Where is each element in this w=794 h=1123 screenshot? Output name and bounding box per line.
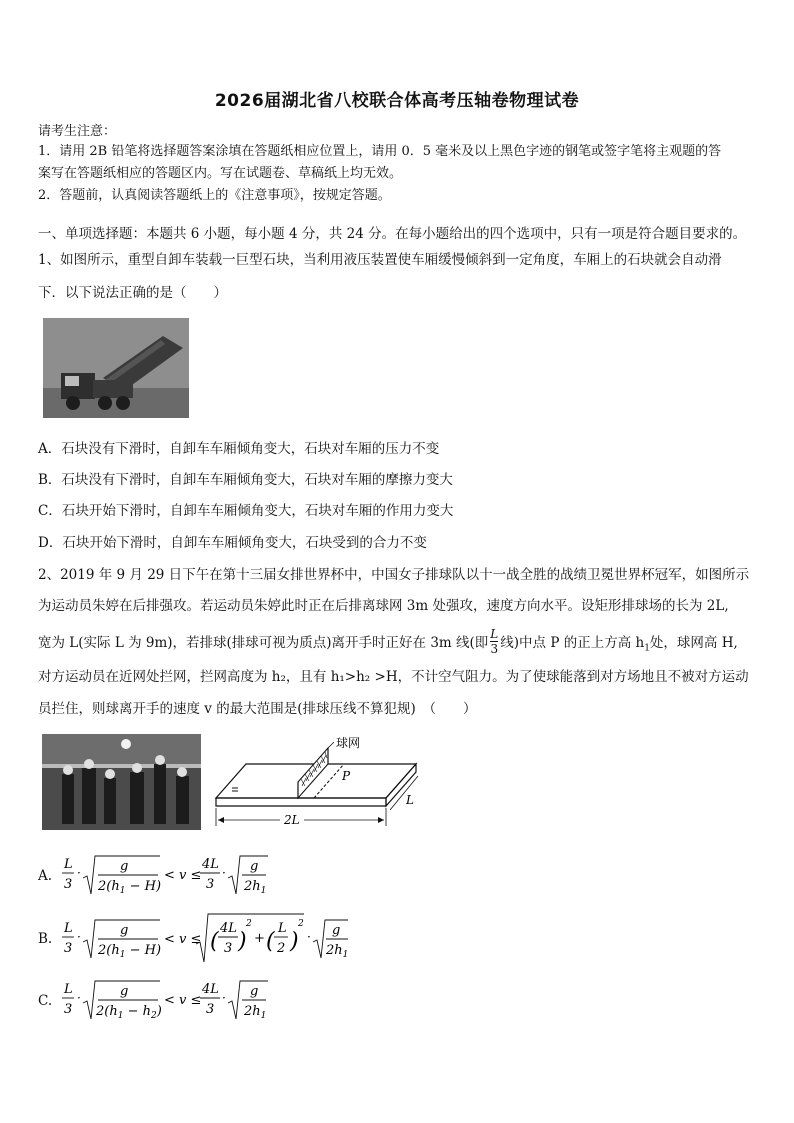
q1-stem-line1: 1、如图所示，重型自卸车装载一巨型石块，当利用液压装置使车厢缓慢倾斜到一定角度，车厢上的石块就会自动滑	[38, 252, 722, 268]
net	[298, 748, 328, 798]
point-p-label: P	[342, 769, 351, 783]
svg-text:+: +	[254, 931, 265, 946]
net-label: 球网	[336, 736, 361, 750]
svg-text:g: g	[332, 923, 341, 938]
volleyball-court-diagram	[206, 734, 432, 834]
svg-text:3: 3	[206, 877, 215, 892]
svg-text:L: L	[64, 921, 73, 936]
svg-text:4L: 4L	[202, 982, 219, 997]
svg-text:(: (	[210, 929, 219, 954]
q1-option-d-label: D．	[38, 535, 63, 551]
q2-option-c-formula	[60, 977, 280, 1025]
svg-text:): )	[238, 929, 247, 954]
notice-heading: 请考生注意：	[38, 124, 117, 139]
svg-text:2: 2	[277, 941, 286, 956]
svg-text:2(h1 − H): $2(h_1 - H)$	[98, 943, 162, 960]
q2-stem-line3-a: 宽为 L(实际 L 为 9m)，若排球(排球可视为质点)离开手时正好在 3m 线(即	[38, 635, 489, 651]
section-heading: 一、单项选择题：本题共 6 小题，每小题 4 分，共 24 分。在每小题给出的四个选项中，只有一项是符合题目要求的。	[38, 226, 747, 242]
svg-text:g: g	[250, 859, 259, 874]
q2-stem-line4: 对方运动员在近网处拦网，拦网高度为 h₂，且有 h₁>h₂ >H，不计空气阻力。为了使球能落到对方场地且不被对方运动	[38, 669, 749, 685]
q1-option-b-text: 石块没有下滑时，自卸车车厢倾角变大，石块对车厢的摩擦力变大	[61, 472, 453, 488]
svg-text:g: g	[120, 984, 129, 999]
svg-text:2h1: $2h_1$	[326, 943, 349, 960]
q2-stem-line3-b: 线)中点 P 的正上方高 h	[500, 635, 645, 651]
svg-text:g: g	[250, 984, 259, 999]
svg-text:·: ·	[222, 991, 226, 1005]
notice-item-1-cont: 案写在答题纸相应的答题区内。写在试题卷、草稿纸上均无效。	[38, 166, 403, 181]
q1-option-a[interactable]	[38, 437, 439, 457]
fraction-numerator: L	[490, 627, 499, 641]
q2-stem-line3	[38, 629, 738, 658]
q2-stem-line5: 员拦住，则球离开手的速度 v 的最大范围是(排球压线不算犯规) （ ）	[38, 701, 477, 717]
q1-option-d[interactable]	[38, 531, 427, 551]
svg-text:2h1: $2h_1$	[244, 1004, 267, 1021]
q1-option-c[interactable]	[38, 499, 453, 519]
q1-option-c-text: 石块开始下滑时，自卸车车厢倾角变大，石块对车厢的作用力变大	[61, 503, 454, 519]
dim-l-label: L	[406, 793, 414, 807]
q2-option-a-formula	[60, 852, 280, 900]
fraction-l-over-3	[490, 627, 498, 656]
q1-option-c-label: C．	[38, 503, 62, 519]
q2-option-b-label[interactable]: B.	[38, 931, 53, 947]
dump-truck-photo	[43, 318, 189, 418]
dim-2l-arrow-right	[378, 817, 384, 823]
svg-text:·: ·	[77, 866, 81, 880]
svg-text:·: ·	[222, 866, 226, 880]
svg-text:< v ≤: < v ≤	[164, 932, 202, 947]
h1-subscript: 1	[644, 643, 650, 654]
svg-text:4L: 4L	[202, 857, 219, 872]
svg-text:g: g	[120, 859, 129, 874]
svg-text:2: 2	[298, 919, 304, 929]
svg-text:L: L	[278, 921, 287, 936]
q2-stem-line3-c: 处，球网高 H,	[649, 635, 738, 651]
svg-text:(: (	[266, 929, 275, 954]
svg-text:< v ≤: < v ≤	[164, 868, 202, 883]
svg-text:·: ·	[77, 991, 81, 1005]
svg-text:3: 3	[224, 941, 233, 956]
svg-text:3: 3	[64, 1002, 73, 1017]
svg-text:L: L	[64, 982, 73, 997]
svg-text:3: 3	[64, 941, 73, 956]
q2-stem-line2: 为运动员朱婷在后排强攻。若运动员朱婷此时正在后排离球网 3m 处强攻，速度方向水平。设矩形排球场的长为 2L,	[38, 598, 729, 614]
svg-text:2: 2	[246, 919, 252, 929]
court-front-face	[216, 798, 386, 806]
svg-text:3: 3	[64, 877, 73, 892]
page-title: 2026届湖北省八校联合体高考压轴卷物理试卷	[214, 91, 580, 111]
dim-2l-label: 2L	[284, 813, 300, 827]
q2-option-c-label[interactable]: C.	[38, 993, 53, 1009]
svg-text:): )	[290, 929, 299, 954]
fraction-denominator: 3	[490, 642, 499, 656]
svg-text:·: ·	[77, 930, 81, 944]
svg-text:g: g	[120, 923, 129, 938]
svg-text:2h1: $2h_1$	[244, 879, 267, 896]
q2-option-a-label[interactable]: A.	[38, 868, 53, 884]
svg-text:< v ≤: < v ≤	[164, 993, 202, 1008]
notice-item-2: 2．答题前，认真阅读答题纸上的《注意事项》，按规定答题。	[38, 188, 391, 203]
q1-option-b[interactable]	[38, 468, 453, 488]
dim-2l-arrow-left	[218, 817, 224, 823]
q1-option-b-label: B．	[38, 472, 62, 488]
q1-option-a-text: 石块没有下滑时，自卸车车厢倾角变大，石块对车厢的压力不变	[61, 441, 440, 457]
svg-text:2(h1 − H): $2(h_1 - H)$	[98, 879, 162, 896]
volleyball-photo	[42, 734, 201, 830]
svg-text:3: 3	[206, 1002, 215, 1017]
q1-option-a-label: A．	[38, 441, 62, 457]
q1-option-d-text: 石块开始下滑时，自卸车车厢倾角变大，石块受到的合力不变	[62, 535, 427, 551]
dump-truck-illustration	[43, 318, 189, 418]
svg-text:·: ·	[307, 930, 311, 944]
net-label-leader	[328, 742, 334, 748]
q2-option-b-formula	[60, 912, 350, 964]
svg-text:2(h1 − h2): $2(h_1 - h_2)$	[96, 1004, 162, 1021]
q2-stem-line1: 2、2019 年 9 月 29 日下午在第十三届女排世界杯中，中国女子排球队以十一战全胜的战绩卫冕世界杯冠军，如图所示	[38, 567, 750, 583]
volleyball-illustration	[42, 734, 201, 830]
q1-stem-line2: 下．以下说法正确的是（ ）	[38, 285, 227, 301]
notice-item-1: 1．请用 2B 铅笔将选择题答案涂填在答题纸相应位置上，请用 0．5 毫米及以上黑色字迹的钢笔或签字笔将主观题的答	[38, 144, 722, 159]
svg-text:4L: 4L	[220, 921, 237, 936]
svg-text:L: L	[64, 857, 73, 872]
